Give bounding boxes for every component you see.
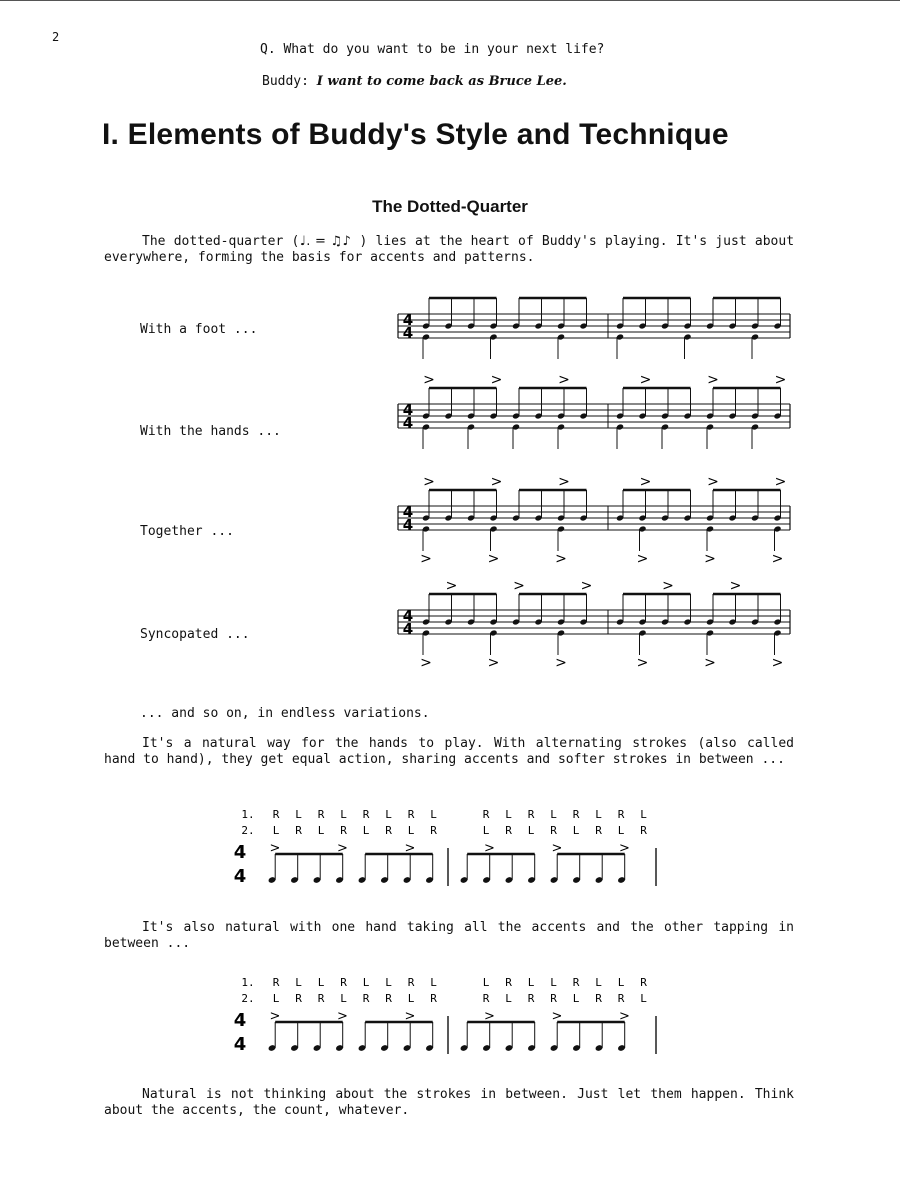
intro-part1: The dotted-quarter ( [142, 234, 300, 249]
accent-mark: > [636, 655, 649, 671]
accent-mark: > [484, 1009, 495, 1024]
quote-speaker: Buddy: [262, 74, 309, 89]
sticking-letter: R [362, 992, 370, 1005]
sticking-letter: R [385, 824, 392, 837]
time-signature-top: 4 [402, 311, 414, 329]
sticking-letter: L [385, 976, 392, 989]
time-signature-bottom: 4 [233, 1034, 247, 1055]
accent-mark: > [420, 655, 432, 671]
accent-mark: > [707, 474, 719, 490]
accent-mark: > [771, 655, 784, 671]
quote-answer [262, 74, 567, 89]
accent-mark: > [555, 655, 567, 671]
sticking-letter: R [317, 992, 325, 1005]
accent-mark: > [774, 474, 787, 490]
sticking-letter: R [362, 808, 370, 821]
page-title: I. Elements of Buddy's Style and Technique [102, 118, 729, 151]
sticking-letter: L [527, 824, 535, 837]
sticking-letter: R [407, 976, 415, 989]
time-signature-top: 4 [233, 1010, 247, 1031]
sticking-letter: L [362, 976, 370, 989]
accent-mark: > [555, 551, 567, 567]
accent-mark: > [704, 551, 716, 567]
dotted-quarter-formula: ♩. = ♫♪ [299, 234, 352, 249]
accent-mark: > [707, 372, 719, 388]
accent-mark: > [639, 372, 652, 388]
sticking-letter: R [482, 992, 490, 1005]
sticking-letter: R [317, 808, 325, 821]
example-label-foot: With a foot ... [140, 322, 258, 337]
sticking-letter: L [430, 808, 437, 821]
accent-mark: > [269, 841, 281, 856]
notation-foot [398, 292, 798, 372]
accent-mark: > [704, 655, 716, 671]
sticking-row-number: 2. [241, 824, 255, 837]
one-hand-paragraph [104, 920, 794, 952]
time-signature-bottom: 4 [402, 324, 414, 342]
sticking-letter: L [295, 808, 302, 821]
time-signature-bottom: 4 [233, 866, 247, 887]
sticking-letter: L [595, 976, 602, 989]
sticking-letter: L [362, 824, 370, 837]
sticking-letter: L [550, 976, 557, 989]
accent-mark: > [490, 372, 503, 388]
sticking-letter: L [340, 992, 347, 1005]
accent-mark: > [636, 551, 649, 567]
sticking-letter: R [640, 824, 647, 837]
notation-syncopated [398, 578, 798, 671]
notation-hands [398, 372, 798, 462]
example-label-hands: With the hands ... [140, 424, 281, 439]
sticking-letter: L [482, 824, 490, 837]
sticking-letter: L [617, 976, 625, 989]
sticking-letter: L [385, 808, 392, 821]
time-signature-top: 4 [402, 607, 414, 625]
sticking-letter: R [482, 808, 490, 821]
natural-text: Natural is not thinking about the strokes in between. Just let them happen. Think about the accents, the count, whatever. [104, 1087, 794, 1118]
accent-mark: > [487, 551, 500, 567]
accent-mark: > [490, 474, 503, 490]
sticking-letter: R [295, 824, 302, 837]
time-signature-bottom: 4 [402, 516, 414, 534]
sticking-letter: R [385, 992, 392, 1005]
accent-mark: > [404, 1009, 416, 1024]
example-label-together: Together ... [140, 524, 234, 539]
sticking-letter: L [595, 808, 602, 821]
time-signature-top: 4 [402, 401, 414, 419]
accent-mark: > [487, 655, 500, 671]
sticking-row-number: 2. [241, 992, 255, 1005]
sticking-letter: R [407, 808, 415, 821]
accent-mark: > [639, 474, 652, 490]
accent-mark: > [445, 578, 458, 594]
time-signature-top: 4 [233, 842, 247, 863]
sticking-letter: R [340, 824, 347, 837]
sticking-letter: R [527, 808, 535, 821]
sticking-letter: R [595, 824, 602, 837]
sticking-letter: R [527, 992, 535, 1005]
sticking-letter: L [317, 824, 325, 837]
sticking-letter: L [572, 992, 580, 1005]
sticking-letter: R [572, 976, 580, 989]
sticking-row-number: 1. [241, 976, 255, 989]
sticking-letter: L [640, 808, 647, 821]
sticking-letter: L [640, 992, 647, 1005]
alternating-text: It's a natural way for the hands to play. With alternating strokes (also called hand to hand), they get equal action, sharing accents and softer strokes in between ... [104, 736, 794, 767]
one-hand-text: It's also natural with one hand taking all the accents and the other tapping in between ... [104, 920, 794, 951]
sticking-letter: L [430, 976, 437, 989]
quote-answer-text: I want to come back as Bruce Lee. [316, 74, 567, 89]
accent-mark: > [337, 1009, 348, 1024]
intro-part2: ) lies at the heart of Buddy's playing. It's just about everywhere, forming the basis for accents and patterns. [104, 234, 795, 265]
intro-paragraph [104, 234, 794, 266]
notation-together [398, 474, 798, 567]
sticking-letter: R [505, 824, 512, 837]
sticking-letter: L [272, 824, 280, 837]
page-number: 2 [52, 30, 60, 44]
sticking-letter: R [505, 976, 512, 989]
sticking-letter: R [572, 808, 580, 821]
sticking-letter: R [272, 808, 280, 821]
accent-mark: > [337, 841, 348, 856]
accent-mark: > [619, 841, 630, 856]
accent-mark: > [558, 372, 570, 388]
time-signature-bottom: 4 [402, 414, 414, 432]
time-signature-top: 4 [402, 503, 414, 521]
sticking-letter: L [272, 992, 280, 1005]
sticking-letter: L [505, 808, 512, 821]
section-subtitle: The Dotted-Quarter [372, 197, 528, 216]
accent-mark: > [771, 551, 784, 567]
sticking-letter: R [430, 992, 437, 1005]
accent-mark: > [580, 578, 593, 594]
accent-mark: > [404, 841, 416, 856]
accent-mark: > [269, 1009, 281, 1024]
sticking-letter: L [407, 824, 415, 837]
sticking-letter: L [550, 808, 557, 821]
sticking-letter: R [340, 976, 347, 989]
sticking-letter: R [617, 808, 625, 821]
sticking-letter: R [550, 992, 557, 1005]
accent-mark: > [551, 1009, 563, 1024]
sticking-example-1 [230, 806, 680, 891]
natural-paragraph [104, 1087, 794, 1119]
sticking-letter: R [640, 976, 647, 989]
sticking-letter: L [572, 824, 580, 837]
sticking-letter: R [430, 824, 437, 837]
accent-mark: > [558, 474, 570, 490]
sticking-letter: R [617, 992, 625, 1005]
sticking-letter: L [340, 808, 347, 821]
sticking-letter: L [295, 976, 302, 989]
accent-mark: > [423, 474, 435, 490]
accent-mark: > [619, 1009, 630, 1024]
sticking-letter: L [527, 976, 535, 989]
accent-mark: > [484, 841, 495, 856]
accent-mark: > [423, 372, 435, 388]
sticking-letter: R [272, 976, 280, 989]
example-label-syncopated: Syncopated ... [140, 627, 250, 642]
accent-mark: > [513, 578, 525, 594]
accent-mark: > [662, 578, 674, 594]
alternating-paragraph [104, 736, 794, 768]
sticking-letter: L [617, 824, 625, 837]
sticking-letter: R [550, 824, 557, 837]
sticking-example-2 [230, 974, 680, 1059]
top-rule [0, 0, 900, 1]
time-signature-bottom: 4 [402, 620, 414, 638]
accent-mark: > [729, 578, 742, 594]
accent-mark: > [774, 372, 787, 388]
sticking-letter: L [317, 976, 325, 989]
sticking-letter: L [407, 992, 415, 1005]
sticking-letter: L [482, 976, 490, 989]
sticking-letter: L [505, 992, 512, 1005]
accent-mark: > [551, 841, 563, 856]
endless-variations-text: ... and so on, in endless variations. [140, 706, 430, 721]
sticking-row-number: 1. [241, 808, 255, 821]
accent-mark: > [420, 551, 432, 567]
quote-question: Q. What do you want to be in your next life? [260, 42, 605, 57]
sticking-letter: R [595, 992, 602, 1005]
sticking-letter: R [295, 992, 302, 1005]
